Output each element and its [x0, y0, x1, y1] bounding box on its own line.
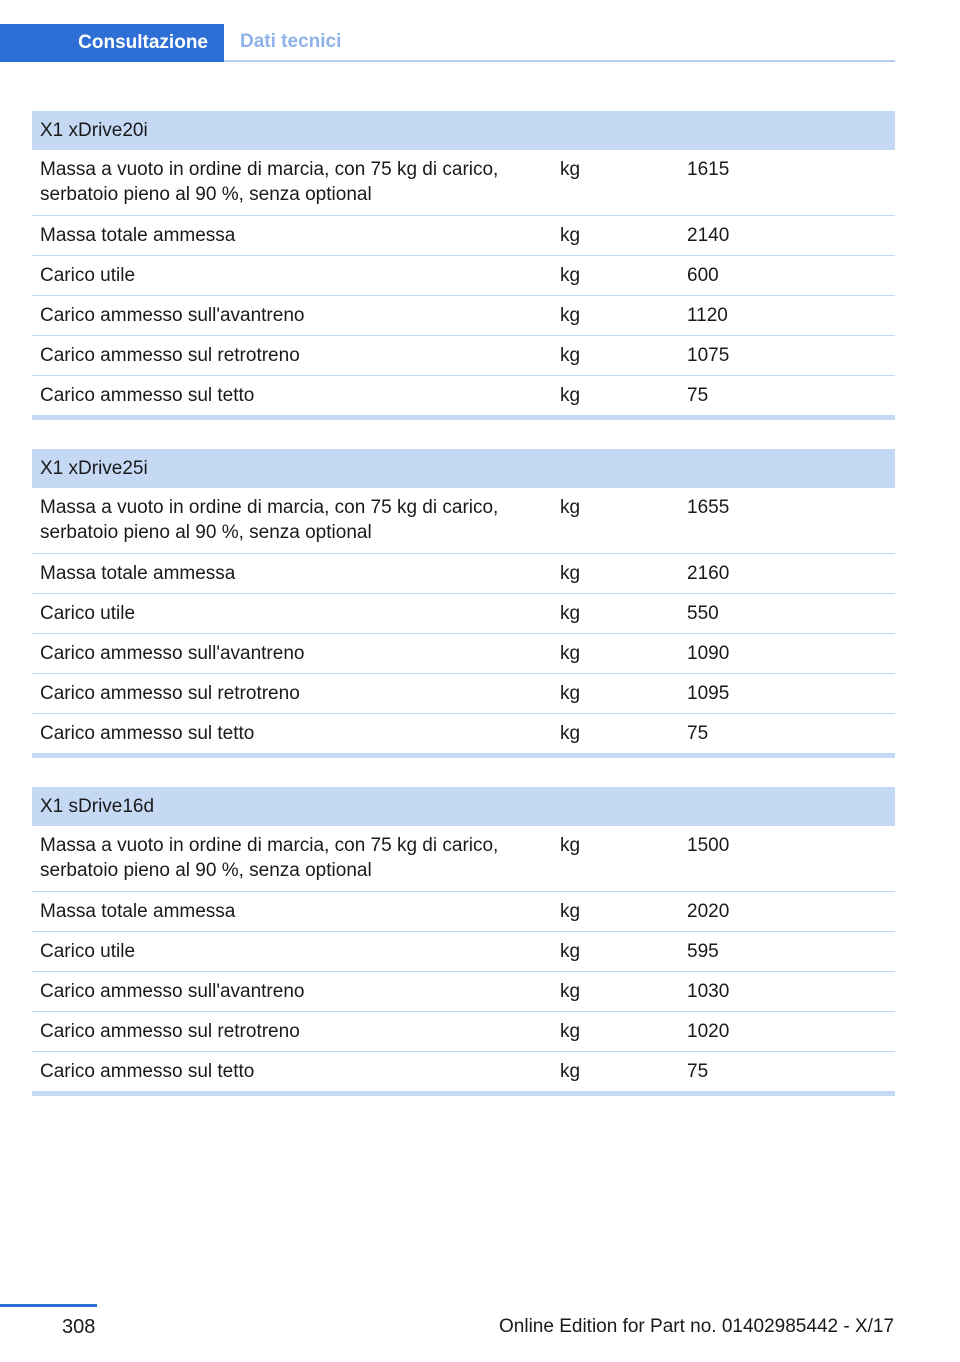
table-row — [32, 256, 895, 296]
row-label: Massa totale ammessa — [40, 225, 236, 246]
row-value: 2160 — [687, 563, 730, 584]
row-unit: kg — [560, 835, 581, 856]
row-label: Massa totale ammessa — [40, 901, 236, 922]
spec-table-xdrive25i — [32, 449, 895, 758]
tab-consultazione[interactable]: Consultazione — [0, 24, 224, 62]
table-row — [32, 296, 895, 336]
row-label: Carico ammesso sul tetto — [40, 723, 255, 744]
row-label: Carico utile — [40, 265, 136, 286]
table-row — [32, 972, 895, 1012]
row-unit: kg — [560, 981, 581, 1002]
row-unit: kg — [560, 723, 581, 744]
row-label: Carico ammesso sul retrotreno — [40, 1021, 300, 1042]
spec-table-sdrive16d — [32, 787, 895, 1096]
row-value: 1120 — [687, 305, 728, 326]
row-unit: kg — [560, 265, 581, 286]
table-row — [32, 634, 895, 674]
row-unit: kg — [560, 941, 581, 962]
table-row — [32, 674, 895, 714]
row-label: Carico ammesso sull'avantreno — [40, 981, 305, 1002]
row-unit: kg — [560, 563, 581, 584]
table-row — [32, 1052, 895, 1096]
row-value: 600 — [687, 265, 719, 286]
spec-table-xdrive20i — [32, 111, 895, 420]
row-unit: kg — [560, 159, 581, 180]
row-unit: kg — [560, 1021, 581, 1042]
row-label: Carico utile — [40, 603, 136, 624]
row-label: Carico ammesso sull'avantreno — [40, 643, 305, 664]
row-unit: kg — [560, 643, 581, 664]
row-value: 550 — [687, 603, 719, 624]
row-label: Carico ammesso sull'avantreno — [40, 305, 305, 326]
table-row — [32, 336, 895, 376]
row-unit: kg — [560, 603, 581, 624]
row-value: 75 — [687, 723, 709, 744]
row-label: Carico ammesso sul retrotreno — [40, 683, 300, 704]
row-value: 1090 — [687, 643, 730, 664]
row-value: 1655 — [687, 497, 730, 518]
table-row — [32, 932, 895, 972]
table-row — [32, 488, 895, 554]
row-label: Carico ammesso sul tetto — [40, 385, 255, 406]
row-value: 1075 — [687, 345, 730, 366]
page-header — [0, 24, 895, 62]
table-row — [32, 594, 895, 634]
table-row — [32, 892, 895, 932]
table-row — [32, 714, 895, 758]
table-row — [32, 376, 895, 420]
table-row — [32, 150, 895, 216]
table-model-title: X1 sDrive16d — [32, 787, 895, 826]
row-value: 1615 — [687, 159, 730, 180]
row-value: 2140 — [687, 225, 730, 246]
row-unit: kg — [560, 901, 581, 922]
table-model-title: X1 xDrive25i — [32, 449, 895, 488]
table-row — [32, 826, 895, 892]
spec-tables — [32, 111, 895, 1125]
row-value: 1020 — [687, 1021, 730, 1042]
row-unit: kg — [560, 385, 581, 406]
row-unit: kg — [560, 1061, 581, 1082]
row-value: 595 — [687, 941, 719, 962]
page-number: 308 — [62, 1316, 96, 1338]
row-label: Carico ammesso sul tetto — [40, 1061, 255, 1082]
row-unit: kg — [560, 497, 581, 518]
row-unit: kg — [560, 305, 581, 326]
row-unit: kg — [560, 225, 581, 246]
table-row — [32, 1012, 895, 1052]
tab-dati-tecnici[interactable]: Dati tecnici — [240, 31, 342, 52]
row-value: 2020 — [687, 901, 730, 922]
row-label: Massa a vuoto in ordine di marcia, con 75 kg di carico, serbatoio pieno al 90 %, senza optional — [40, 159, 499, 205]
table-model-title: X1 xDrive20i — [32, 111, 895, 150]
row-label: Massa a vuoto in ordine di marcia, con 75 kg di carico, serbatoio pieno al 90 %, senza optional — [40, 497, 499, 543]
edition-note: Online Edition for Part no. 01402985442 - X/17 — [499, 1316, 895, 1337]
row-unit: kg — [560, 345, 581, 366]
row-value: 75 — [687, 385, 709, 406]
table-row — [32, 216, 895, 256]
row-unit: kg — [560, 683, 581, 704]
table-row — [32, 554, 895, 594]
row-value: 1030 — [687, 981, 730, 1002]
row-label: Carico utile — [40, 941, 136, 962]
row-label: Massa totale ammessa — [40, 563, 236, 584]
row-value: 1095 — [687, 683, 730, 704]
row-label: Massa a vuoto in ordine di marcia, con 75 kg di carico, serbatoio pieno al 90 %, senza optional — [40, 835, 499, 881]
row-value: 75 — [687, 1061, 709, 1082]
row-value: 1500 — [687, 835, 730, 856]
row-label: Carico ammesso sul retrotreno — [40, 345, 300, 366]
footer-accent-line — [0, 1304, 97, 1307]
